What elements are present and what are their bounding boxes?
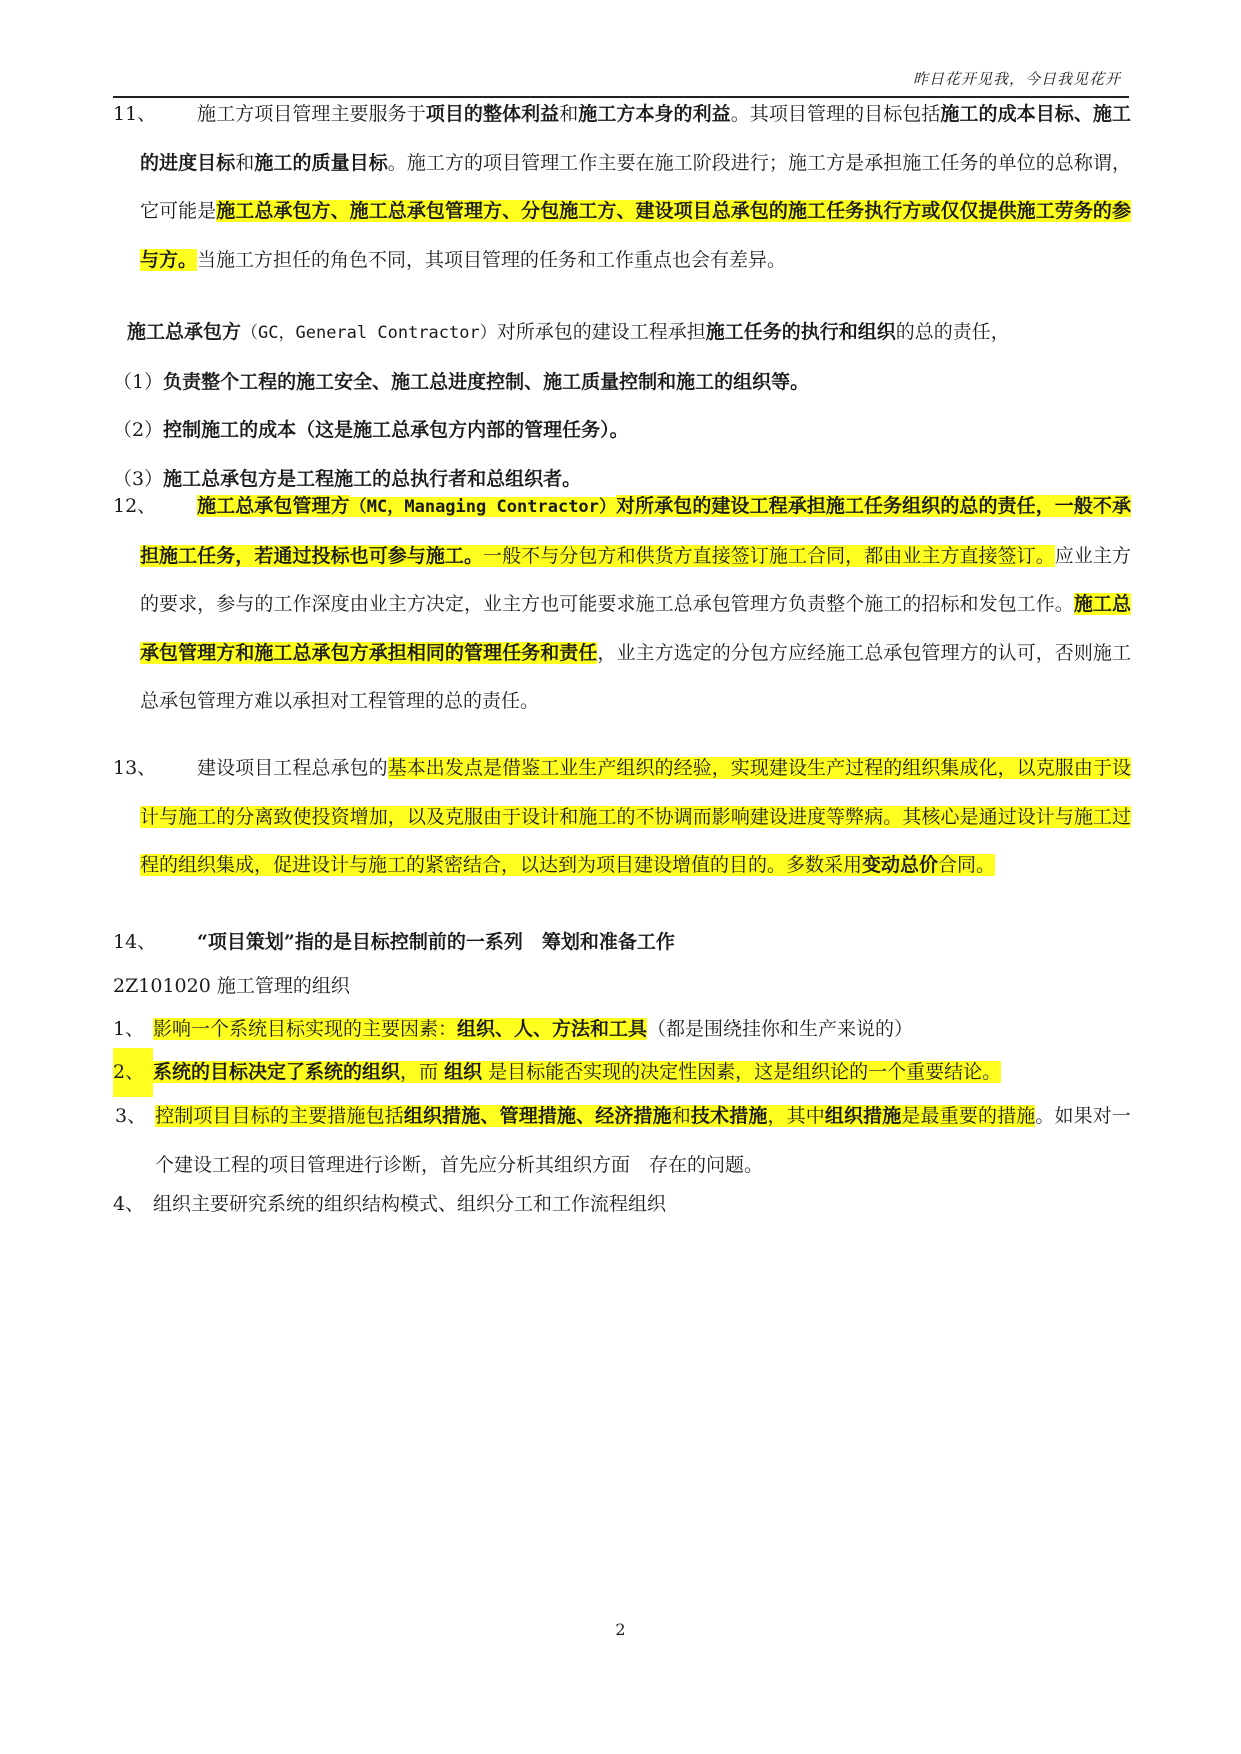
item-4: 4、 组织主要研究系统的组织结构模式、组织分工和工作流程组织 [113, 1180, 1131, 1229]
page-number: 2 [615, 1620, 626, 1639]
list-item: （2）控制施工的成本（这是施工总承包方内部的管理任务）。 [113, 419, 629, 441]
page-header: 昨日花开见我，今日我见花开 [912, 70, 1121, 88]
item-number: 3、 [115, 1105, 147, 1127]
item-number: 1、 [113, 1018, 145, 1040]
list-item: （1）负责整个工程的施工安全、施工总进度控制、施工质量控制和施工的组织等。 [113, 370, 810, 393]
gc-section: 施工总承包方（GC，General Contractor）对所承包的建设工程承担施工任务的执行和组织的总的责任， （1）负责整个工程的施工安全、施工总进度控制、施工质量控制和施工的组织等。 （2）控制施工的成本（这是施工总承包方内部的管理任务）。 （3）施工总承包方是工程施工的总执行者和总组织者。 [113, 308, 1131, 503]
list-item: （3）施工总承包方是工程施工的总执行者和总组织者。 [113, 467, 582, 490]
item-3: 3、 控制项目目标的主要措施包括组织措施、管理措施、经济措施和技术措施，其中组织措施是最重要的措施。如果对一个建设工程的项目管理进行诊断，首先应分析其组织方面 存在的问题。 [113, 1092, 1131, 1189]
item-number: 14、 [113, 931, 157, 953]
paragraph-11: 11、 施工方项目管理主要服务于项目的整体利益和施工方本身的利益。其项目管理的目标包括施工的成本目标、施工的进度目标和施工的质量目标。施工方的项目管理工作主要在施工阶段进行；施工方是承担施工任务的单位的总称谓，它可能是施工总承包方、施工总承包管理方、分包施工方、建设项目总承包的施工任务执行方或仅仅提供施工劳务的参与方。当施工方担任的角色不同，其项目管理的任务和工作重点也会有差异。 [113, 90, 1131, 284]
highlight: 施工总承包方、施工总承包管理方、分包施工方、建设项目总承包的施工任务执行方或仅仅提供施工劳务的参与方。 [140, 200, 1131, 271]
paragraph-13: 13、 建设项目工程总承包的基本出发点是借鉴工业生产组织的经验，实现建设生产过程的组织集成化，以克服由于设计与施工的分离致使投资增加，以及克服由于设计和施工的不协调而影响建设进度等弊病。其核心是通过设计与施工过程的组织集成，促进设计与施工的紧密结合，以达到为项目建设增值的目的。多数采用变动总价合同。 [113, 744, 1131, 890]
item-number: 12、 [113, 495, 157, 517]
item-number: 13、 [113, 757, 157, 779]
paragraph-12: 12、 施工总承包管理方（MC，Managing Contractor）对所承包的建设工程承担施工任务组织的总的责任，一般不承担施工任务，若通过投标也可参与施工。一般不与分包方和供货方直接签订施工合同，都由业主方直接签订。应业主方的要求，参与的工作深度由业主方决定，业主方也可能要求施工总承包管理方负责整个施工的招标和发包工作。施工总承包管理方和施工总承包方承担相同的管理任务和责任，业主方选定的分包方应经施工总承包管理方的认可，否则施工总承包管理方难以承担对工程管理的总的责任。 [113, 482, 1131, 726]
item-2: 2、 系统的目标决定了系统的组织，而 组织 是目标能否实现的决定性因素，这是组织论的一个重要结论。 [113, 1048, 1131, 1097]
item-number: 2、 [113, 1048, 153, 1097]
section-title: 2Z101020 施工管理的组织 [113, 975, 350, 997]
item-number: 11、 [113, 103, 157, 125]
item-1: 1、 影响一个系统目标实现的主要因素：组织、人、方法和工具（都是围绕挂你和生产来说的） [113, 1005, 1131, 1054]
item-number: 4、 [113, 1193, 145, 1215]
paragraph-14: 14、 “项目策划”指的是目标控制前的一系列 筹划和准备工作 [113, 918, 1131, 967]
